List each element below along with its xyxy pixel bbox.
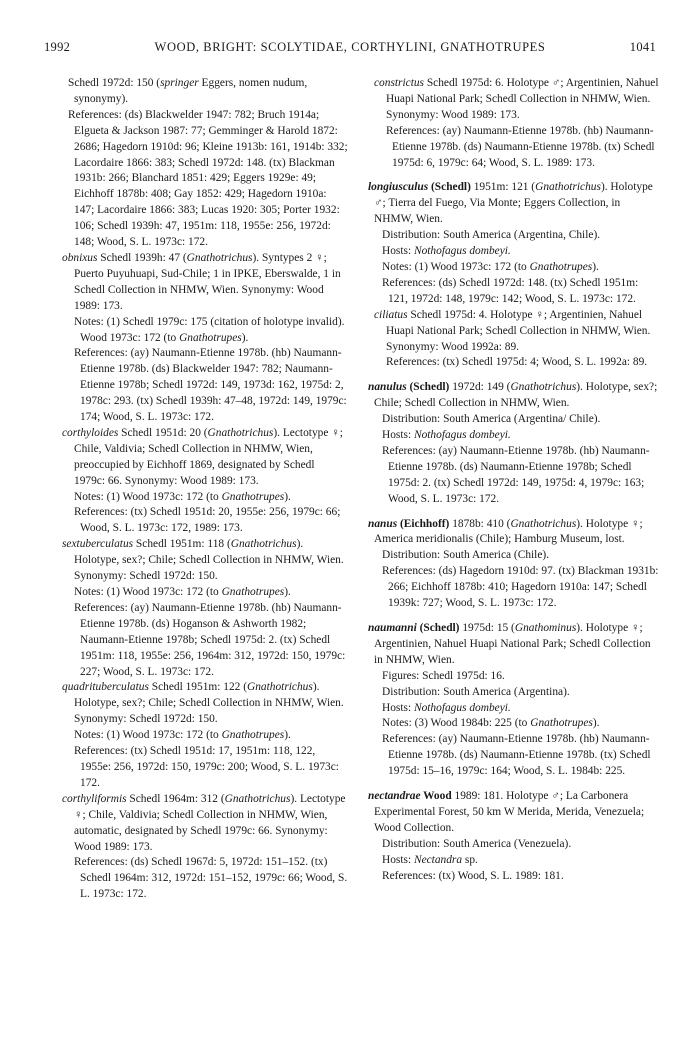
running-header — [44, 40, 656, 55]
distribution-longiusculus: Distribution: South America (Argentina, Chile). — [382, 229, 601, 242]
header-year: 1992 — [44, 40, 71, 54]
distribution-naumanni: Distribution: South America (Argentina). — [382, 685, 570, 698]
hosts-naumanni: Hosts: Nothofagus dombeyi. — [382, 701, 511, 714]
header-title: WOOD, BRIGHT: SCOLYTIDAE, CORTHYLINI, GNATHOTRUPES — [154, 40, 546, 54]
figures-naumanni: Figures: Schedl 1975d: 16. — [382, 669, 505, 682]
hosts-nanulus: Hosts: Nothofagus dombeyi. — [382, 429, 511, 442]
species-nectandrae: nectandrae Wood 1989: 181. Holotype ♂; La Carbonera Experimental Forest, 50 km W Merida, Merida, Venezuela; Wood Collection. — [368, 790, 645, 834]
species-nanulus: nanulus (Schedl) 1972d: 149 (Gnathotrichus). Holotype, sex?; Chile; Schedl Collection in NHMW, Wien. — [368, 381, 658, 410]
entry-continuation: Schedl 1972d: 150 (springer Eggers, nomen nudum, synonymy). — [68, 77, 308, 105]
species-longiusculus: longiusculus (Schedl) 1951m: 121 (Gnathotrichus). Holotype ♂; Tierra del Fuego, Via Monte; Eggers Collection, in NHMW, Wien. — [368, 181, 653, 226]
synonym-obnixus: obnixus Schedl 1939h: 47 (Gnathotrichus). Syntypes 2 ♀; Puerto Puyuhuapi, Sud-Chile; 1 in IPKE, Eberswalde, 1 in Schedl Collection in NHMW, Wien. Synonymy: Wood 1989: 173. — [62, 251, 341, 312]
references-sextuberculatus: References: (ay) Naumann-Etienne 1978b. (hb) Naumann-Etienne 1978b. (ds) Hoganson & Ashworth 1982; Naumann-Etienne 1978b; Schedl 1975d: 2. (tx) Schedl 1951m: 118, 1955e: 256, 1964m: 312, 1972d: 150, 1979c: 227; Wood, S. L. 1973c: 172. — [74, 601, 346, 678]
references-nanulus: References: (ay) Naumann-Etienne 1978b. (hb) Naumann-Etienne 1978b. (ds) Naumann-Etienne 1978b; Schedl 1975d: 2. (tx) Schedl 1972d: 149, 1975d: 4, 1979c: 163; Wood, S. L. 1973c: 172. — [382, 444, 650, 505]
references-constrictus: References: (ay) Naumann-Etienne 1978b. (hb) Naumann-Etienne 1978b. (ds) Naumann-Etienne 1978b. (tx) Schedl 1975d: 6, 1979c: 64; Wood, S. L. 1989: 173. — [386, 124, 655, 169]
synonym-constrictus: constrictus Schedl 1975d: 6. Holotype ♂; Argentinien, Nahuel Huapi National Park; Schedl Collection in NHMW, Wien. Synonymy: Wood 1989: 173. — [374, 77, 659, 121]
synonym-ciliatus: ciliatus Schedl 1975d: 4. Holotype ♀; Argentinien, Nahuel Huapi National Park; Schedl Collection in NHMW, Wien. Synonymy: Wood 1992a: 89. — [374, 308, 651, 353]
references-block: References: (ds) Blackwelder 1947: 782; Bruch 1914a; Elgueta & Jackson 1987: 77; Gemminger & Harold 1872: 2686; Hagedorn 1910d: 96; Kleine 1913b: 161, 1914b: 332; Lacordaire 1866: 383; Schedl 1972d: 148. (tx) Blackman 1931b: 266; Blanchard 1851: 429; Eggers 1929e: 49; Eichhoff 1878b: 408; Gay 1852: 429; Hagedorn 1910a: 147; Lacordaire 1866: 383; Lucas 1920: 305; Porter 1932: 106; Schedl 1939h: 47, 1951m: 118, 1955e: 256, 1972d: 148; Wood, S. L. 1973c: 172. — [68, 108, 348, 249]
references-nanus: References: (ds) Hagedorn 1910d: 97. (tx) Blackman 1931b: 266; Eichhoff 1878b: 410; Hagedorn 1910a: 147; Schedl 1939k: 727; Wood, S. L. 1973c: 172. — [382, 565, 659, 610]
notes-sextuberculatus: Notes: (1) Wood 1973c: 172 (to Gnathotrupes). — [74, 586, 291, 598]
distribution-nanulus: Distribution: South America (Argentina/ Chile). — [382, 413, 601, 426]
synonym-quadrituberculatus: quadrituberculatus Schedl 1951m: 122 (Gnathotrichus). Holotype, sex?; Chile; Schedl Collection in NHMW, Wien. Synonymy: Schedl 1972d: 150. — [62, 681, 344, 726]
species-naumanni: naumanni (Schedl) 1975d: 15 (Gnathominus). Holotype ♀; Argentinien, Nahuel Huapi National Park; Schedl Collection in NHMW, Wien. — [368, 622, 651, 666]
distribution-nanus: Distribution: South America (Chile). — [382, 549, 550, 562]
notes-corthyloides: Notes: (1) Wood 1973c: 172 (to Gnathotrupes). — [74, 490, 291, 503]
notes-naumanni: Notes: (3) Wood 1984b: 225 (to Gnathotrupes). — [382, 717, 600, 730]
synonym-sextuberculatus: sextuberculatus Schedl 1951m: 118 (Gnathotrichus). Holotype, sex?; Chile; Schedl Collection in NHMW, Wien. Synonymy: Schedl 1972d: 150. — [62, 538, 344, 583]
references-quadrituberculatus: References: (tx) Schedl 1951d: 17, 1951m: 118, 122, 1955e: 256, 1972d: 150, 1979c: 200; Wood, S. L. 1973c: 172. — [74, 745, 339, 789]
species-nanus: nanus (Eichhoff) 1878b: 410 (Gnathotrichus). Holotype ♀; America meridionalis (Chile); Hamburg Museum, lost. — [368, 517, 643, 546]
notes-quadrituberculatus: Notes: (1) Wood 1973c: 172 (to Gnathotrupes). — [74, 729, 291, 742]
notes-longiusculus: Notes: (1) Wood 1973c: 172 (to Gnathotrupes). — [382, 260, 599, 273]
synonym-corthyliformis: corthyliformis Schedl 1964m: 312 (Gnathotrichus). Lectotype ♀; Chile, Valdivia; Schedl Collection in NHMW, Wien, automatic, designated by Schedl 1979c: 66. Synonymy: Wood 1989: 173. — [62, 792, 346, 853]
references-naumanni: References: (ay) Naumann-Etienne 1978b. (hb) Naumann-Etienne 1978b. (ds) Naumann-Etienne 1978b. (tx) Schedl 1975d: 15–16, 1979c: 164; Wood, S. L. 1984b: 225. — [382, 733, 651, 778]
notes-obnixus: Notes: (1) Schedl 1979c: 175 (citation of holotype invalid). Wood 1973c: 172 (to Gnathotrupes). — [74, 315, 345, 344]
page-number: 1041 — [629, 40, 656, 54]
references-obnixus: References: (ay) Naumann-Etienne 1978b. (hb) Naumann-Etienne 1978b. (ds) Blackwelder 1947: 782; Naumann-Etienne 1978b; Schedl 1972d: 149, 1973d: 162, 1975d: 2, 1978c: 293. (tx) Schedl 1939h: 47–48, 1972d: 149, 1979c: 174; Wood, S. L. 1973c: 172. — [74, 347, 347, 424]
references-corthyloides: References: (tx) Schedl 1951d: 20, 1955e: 256, 1979c: 66; Wood, S. L. 1973c: 172, 1989: 173. — [74, 506, 341, 535]
right-column — [368, 76, 660, 903]
references-ciliatus: References: (tx) Schedl 1975d: 4; Wood, S. L. 1992a: 89. — [386, 356, 648, 369]
hosts-nectandrae: Hosts: Nectandra sp. — [382, 853, 478, 866]
distribution-nectandrae: Distribution: South America (Venezuela). — [382, 837, 572, 850]
references-nectandrae: References: (tx) Wood, S. L. 1989: 181. — [382, 869, 564, 882]
synonym-corthyloides: corthyloides Schedl 1951d: 20 (Gnathotrichus). Lectotype ♀; Chile, Valdivia; Schedl Collection in NHMW, Wien, preoccupied by Eichhoff 1869, designated by Schedl 1979c: 66. Synonymy: Wood 1989: 173. — [62, 426, 343, 487]
references-longiusculus: References: (ds) Schedl 1972d: 148. (tx) Schedl 1951m: 121, 1972d: 148, 1979c: 142; Wood, S. L. 1973c: 172. — [382, 276, 639, 305]
left-column — [56, 76, 348, 903]
two-column-body — [56, 76, 660, 903]
references-corthyliformis: References: (ds) Schedl 1967d: 5, 1972d: 151–152. (tx) Schedl 1964m: 312, 1972d: 151–152, 1979c: 66; Wood, S. L. 1973c: 172. — [74, 856, 348, 901]
hosts-longiusculus: Hosts: Nothofagus dombeyi. — [382, 245, 511, 258]
